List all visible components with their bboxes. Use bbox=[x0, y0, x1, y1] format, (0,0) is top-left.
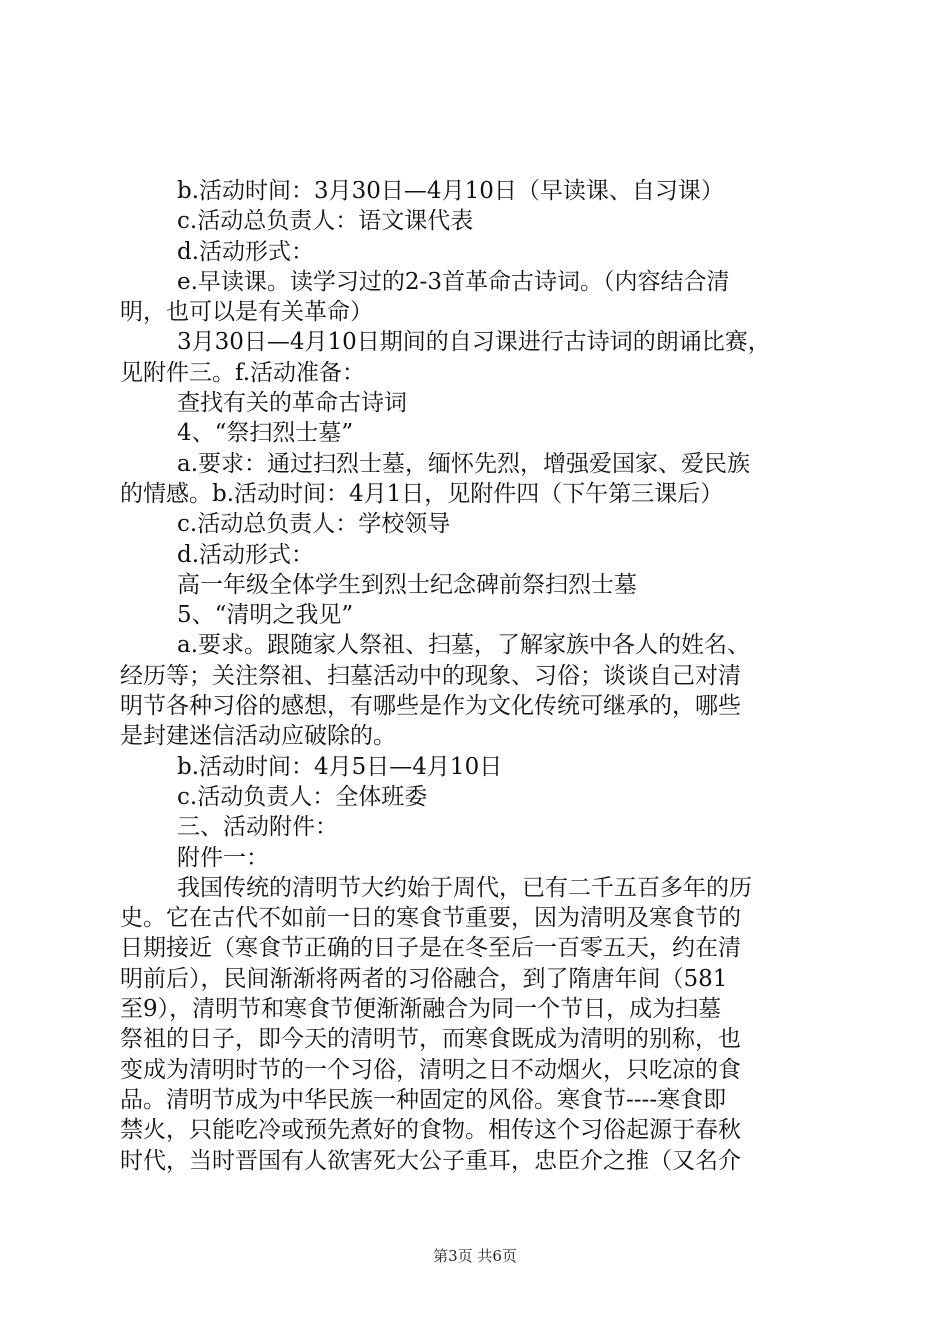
text-line: c.活动负责人：全体班委 bbox=[177, 783, 428, 810]
text-line: 日期接近（寒食节正确的日子是在冬至后一百零五天，约在清 bbox=[120, 935, 741, 962]
text-line: 的情感。b.活动时间：4月1日，见附件四（下午第三课后） bbox=[120, 480, 724, 507]
text-line: 明节各种习俗的感想，有哪些是作为文化传统可继承的，哪些 bbox=[120, 693, 741, 720]
text-line: c.活动总负责人：语文课代表 bbox=[177, 208, 474, 235]
text-line: a.要求。跟随家人祭祖、扫墓，了解家族中各人的姓名、 bbox=[177, 632, 751, 659]
text-line: b.活动时间：3月30日—4月10日（早读课、自习课） bbox=[177, 178, 724, 204]
text-line: 经历等；关注祭祖、扫墓活动中的现象、习俗；谈谈自己对清 bbox=[120, 662, 741, 689]
text-line: 三、活动附件： bbox=[177, 814, 338, 841]
text-line: 祭祖的日子，即今天的清明节，而寒食既成为清明的别称，也 bbox=[120, 1026, 741, 1053]
text-line: 高一年级全体学生到烈士纪念碑前祭扫烈士墓 bbox=[177, 571, 637, 598]
text-line: 明前后），民间渐渐将两者的习俗融合，到了隋唐年间（581 bbox=[120, 965, 728, 992]
text-line: 品。清明节成为中华民族一种固定的风俗。寒食节----寒食即 bbox=[120, 1086, 727, 1113]
text-line: 变成为清明时节的一个习俗，清明之日不动烟火，只吃凉的食 bbox=[120, 1056, 741, 1083]
text-line: 至9），清明节和寒食节便渐渐融合为同一个节日，成为扫墓 bbox=[120, 996, 722, 1023]
text-line: 明，也可以是有关革命） bbox=[120, 299, 373, 326]
text-line: d.活动形式： bbox=[177, 541, 315, 568]
text-line: 5、“清明之我见” bbox=[177, 602, 354, 629]
text-line: c.活动总负责人：学校领导 bbox=[177, 511, 451, 538]
text-line: 3月30日—4月10日期间的自习课进行古诗词的朗诵比赛， bbox=[177, 329, 771, 356]
text-line: a.要求：通过扫烈士墓，缅怀先烈，增强爱国家、爱民族 bbox=[177, 450, 751, 477]
text-line: e.早读课。读学习过的2-3首革命古诗词。（内容结合清 bbox=[177, 268, 730, 295]
text-line: 4、“祭扫烈士墓” bbox=[177, 420, 354, 447]
text-line: b.活动时间：4月5日—4月10日 bbox=[177, 753, 503, 780]
text-line: d.活动形式： bbox=[177, 238, 315, 265]
text-line: 我国传统的清明节大约始于周代，已有二千五百多年的历 bbox=[177, 874, 752, 901]
document-body bbox=[120, 176, 840, 1176]
text-line: 禁火，只能吃冷或预先煮好的食物。相传这个习俗起源于春秋 bbox=[120, 1117, 741, 1144]
text-line: 史。它在古代不如前一日的寒食节重要，因为清明及寒食节的 bbox=[120, 905, 741, 932]
text-line: 查找有关的革命古诗词 bbox=[177, 390, 407, 417]
page-footer: 第3页 共6页 bbox=[433, 1247, 517, 1265]
text-line: 附件一： bbox=[177, 844, 269, 871]
text-line: 时代，当时晋国有人欲害死大公子重耳，忠臣介之推（又名介 bbox=[120, 1147, 741, 1174]
text-line: 是封建迷信活动应破除的。 bbox=[120, 723, 396, 750]
text-line: 见附件三。f.活动准备： bbox=[120, 359, 366, 386]
